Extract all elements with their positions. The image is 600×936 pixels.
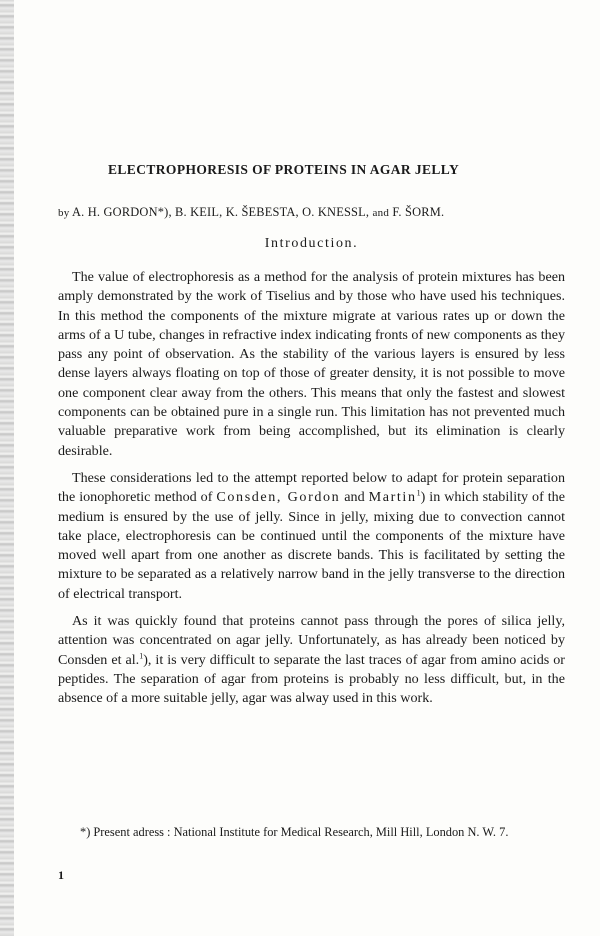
- paragraph-1: The value of electrophoresis as a method for the analysis of protein mixtures has been amply demonstrated by the work of Tiselius and by those who have used his techniques. In this method the components of the mixture migrate at various rates up or down the arms of a U tube, changes in refractive index indicating fronts of new components as they pass any point of observation. As the stability of the various layers is ensured by less dense layers always floating on top of those of greater density, it is not possible to move one component clear away from the others. This means that only the fastest and slowest components can be obtained pure in a single run. This limitation has not prevented much valuable preparative work from being accomplished, but its elimination is clearly desirable.: [58, 269, 565, 459]
- paragraph-2-names: Consden, Gordon: [216, 489, 341, 506]
- reference-marker: 1: [416, 488, 421, 498]
- paragraph-2-martin: Martin: [368, 489, 417, 506]
- page-number: 1: [58, 868, 64, 882]
- author-byline: [58, 205, 568, 220]
- paragraph-2-rest: ) in which stability of the medium is ensured by the use of jelly. Since in jelly, mixing due to convection cannot take place, electrophoresis can be continued until the components of the mixture have moved well apart from one another as discrete bands. This is facilitated by setting the mixture to be separated as a relatively narrow band in the jelly transverse to the direction of electrical transport.: [58, 489, 565, 602]
- byline-and: and: [372, 207, 390, 219]
- paragraph-2-and: and: [344, 489, 365, 506]
- paragraph-2-start: These considerations led to the attempt reported below to adapt for protein separation the ionophoretic method of: [58, 469, 565, 506]
- section-heading: Introduction.: [264, 236, 359, 251]
- body-text: [58, 268, 565, 717]
- byline-authors: A. H. GORDON*), B. KEIL, K. ŠEBESTA, O. KNESSL,: [72, 205, 370, 219]
- paragraph-3-rest: ), it is very difficult to separate the last traces of agar from amino acids or peptides. The separation of agar from proteins is probably no less difficult, but, in the absence of a more suitable jelly, agar was alway used in this work.: [58, 651, 565, 707]
- reference-marker: 1: [139, 650, 144, 660]
- article-title: ELECTROPHORESIS OF PROTEINS IN AGAR JELLY: [108, 162, 460, 177]
- byline-by: by: [58, 207, 70, 219]
- footnote: [58, 823, 565, 841]
- paragraph-3-start: As it was quickly found that proteins cannot pass through the pores of silica jelly, attention was concentrated on agar jelly. Unfortunately, as has already been noticed by Consden et al.: [58, 613, 565, 668]
- byline-last-author: F. ŠORM.: [392, 205, 445, 219]
- scan-binding-edge: [0, 0, 14, 936]
- footnote-text: *) Present adress : National Institute for Medical Research, Mill Hill, London N. W. 7.: [80, 825, 509, 839]
- paragraph-3: [58, 612, 565, 708]
- paragraph-2: [58, 469, 565, 604]
